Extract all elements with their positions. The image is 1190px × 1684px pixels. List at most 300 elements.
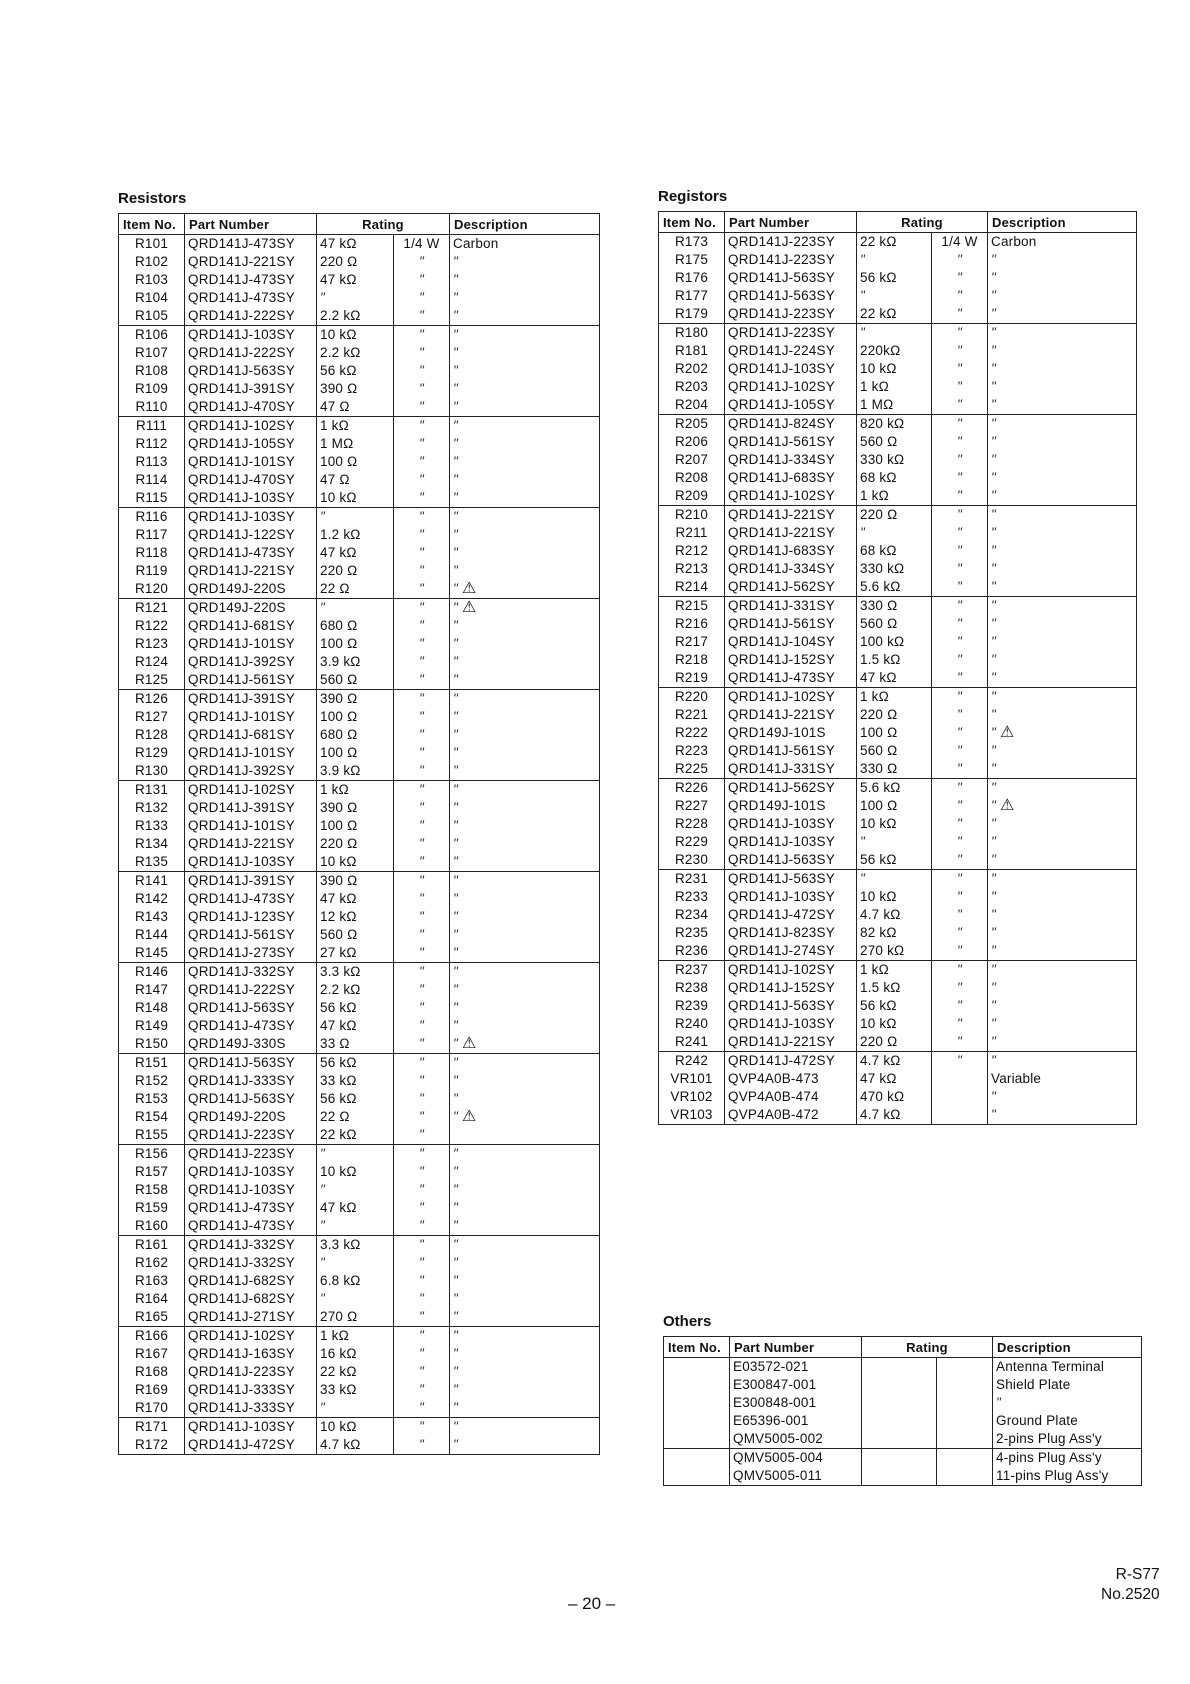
table-row <box>119 1035 600 1054</box>
rating-value-cell <box>317 853 394 872</box>
item-no-text: R180 <box>674 325 709 340</box>
item-no-text: R223 <box>674 743 709 758</box>
description-text: " <box>453 1309 458 1324</box>
rating-value-cell <box>857 1052 932 1071</box>
part-number-text: QRD141J-563SY <box>728 270 835 285</box>
part-number-text: QRD141J-473SY <box>188 545 295 560</box>
item-no-text: R175 <box>674 252 709 267</box>
description-cell <box>450 653 600 671</box>
part-number-text: QRD141J-473SY <box>188 236 295 251</box>
description-cell <box>450 1308 600 1327</box>
item-no-text: R229 <box>674 834 709 849</box>
item-no-text: R169 <box>134 1382 169 1397</box>
item-no-text: R101 <box>134 236 169 251</box>
item-no-header: Item No. <box>119 214 185 235</box>
description-text: " <box>453 745 458 760</box>
model-name: R-S77 <box>1115 1566 1160 1583</box>
rating-wattage-cell <box>932 542 988 560</box>
rating-value-cell <box>317 781 394 800</box>
rating-wattage-cell <box>932 706 988 724</box>
description-cell <box>988 779 1137 798</box>
item-no-cell <box>119 999 185 1017</box>
description-text: " <box>991 507 996 522</box>
part-number-cell <box>185 1436 317 1455</box>
part-number-cell <box>185 435 317 453</box>
description-text: " <box>453 909 458 924</box>
description-text: " <box>453 418 458 433</box>
description-cell <box>988 669 1137 688</box>
description-text: " <box>453 1364 458 1379</box>
part-number-text: QRD141J-223SY <box>188 1127 295 1142</box>
rating-value-text: 330 Ω <box>860 761 898 776</box>
table-row <box>659 779 1137 798</box>
description-cell <box>450 1181 600 1199</box>
item-no-cell <box>659 415 725 434</box>
rating-value-text: 560 Ω <box>860 616 898 631</box>
rating-value-cell <box>857 742 932 760</box>
part-number-cell <box>725 451 857 469</box>
rating-value-text: 47 kΩ <box>860 670 897 685</box>
rating-header: Rating <box>317 214 450 235</box>
part-number-cell <box>725 1088 857 1106</box>
part-number-text: QRD141J-152SY <box>728 980 835 995</box>
table-row <box>119 380 600 398</box>
rating-wattage-cell <box>932 961 988 980</box>
rating-wattage-text: " <box>957 579 962 594</box>
description-cell <box>988 615 1137 633</box>
description-cell <box>988 688 1137 707</box>
rating-wattage-cell <box>932 979 988 997</box>
part-number-cell <box>185 1272 317 1290</box>
rating-value-text: 12 kΩ <box>320 909 357 924</box>
table-row <box>659 942 1137 961</box>
description-cell <box>450 362 600 380</box>
part-number-text: QRD149J-220S <box>188 600 286 615</box>
rating-value-text: 1 MΩ <box>320 436 354 451</box>
part-number-cell <box>725 724 857 742</box>
rating-value-cell <box>857 469 932 487</box>
table-row <box>659 706 1137 724</box>
rating-value-text: " <box>860 834 865 849</box>
rating-wattage-cell <box>932 1106 988 1125</box>
item-no-text: R122 <box>134 618 169 633</box>
part-number-cell <box>730 1430 862 1449</box>
part-number-text: QRD141J-102SY <box>188 418 295 433</box>
part-number-cell <box>185 963 317 982</box>
rating-wattage-text: " <box>957 761 962 776</box>
rating-value-cell <box>317 999 394 1017</box>
item-no-cell <box>119 562 185 580</box>
rating-wattage-cell <box>932 797 988 815</box>
description-cell <box>450 453 600 471</box>
part-number-text: QRD141J-223SY <box>728 325 835 340</box>
rating-wattage-cell <box>394 362 450 380</box>
part-number-text: QRD149J-220S <box>188 1109 286 1124</box>
item-no-text: R110 <box>135 399 168 414</box>
part-number-text: QRD141J-563SY <box>188 363 295 378</box>
part-number-cell <box>725 324 857 343</box>
item-no-text: R127 <box>134 709 169 724</box>
part-number-cell <box>185 1181 317 1199</box>
description-cell <box>450 744 600 762</box>
rating-value-text: 2.2 kΩ <box>320 345 361 360</box>
resistors-title: Resistors <box>118 190 187 207</box>
part-number-text: QRD141J-221SY <box>728 507 835 522</box>
description-text: " <box>991 834 996 849</box>
item-no-text: R235 <box>674 925 709 940</box>
rating-wattage-text: " <box>419 1036 424 1051</box>
description-text: Shield Plate <box>996 1377 1071 1392</box>
part-number-text: QRD141J-561SY <box>728 616 835 631</box>
item-no-cell <box>119 853 185 872</box>
rating-value-text: 1.2 kΩ <box>320 527 361 542</box>
rating-wattage-text: " <box>957 470 962 485</box>
part-number-text: QRD141J-334SY <box>728 561 835 576</box>
description-text: " <box>991 1107 996 1122</box>
rating-value-text: 10 kΩ <box>320 327 357 342</box>
rating-value-text: 220 Ω <box>860 1034 898 1049</box>
rating-value-text: 6.8 kΩ <box>320 1273 361 1288</box>
rating-wattage-cell <box>394 307 450 326</box>
part-number-text: QRD141J-682SY <box>188 1291 295 1306</box>
part-number-cell <box>185 253 317 271</box>
item-no-text: R115 <box>135 490 168 505</box>
rating-wattage-cell <box>937 1412 993 1430</box>
rating-value-cell <box>857 269 932 287</box>
table-row <box>119 289 600 307</box>
rating-wattage-text: " <box>419 1073 424 1088</box>
item-no-text: R141 <box>134 873 169 888</box>
part-number-cell <box>725 342 857 360</box>
description-text: " <box>453 1182 458 1197</box>
rating-wattage-text: " <box>419 1364 424 1379</box>
part-number-text: QRD141J-473SY <box>188 290 295 305</box>
rating-value-text: 33 kΩ <box>320 1382 357 1397</box>
part-number-text: QRD141J-102SY <box>728 689 835 704</box>
rating-wattage-text: " <box>957 780 962 795</box>
item-no-cell <box>659 724 725 742</box>
rating-value-cell <box>317 799 394 817</box>
part-number-text: QRD141J-391SY <box>188 800 295 815</box>
part-number-cell <box>185 289 317 307</box>
part-number-cell <box>185 762 317 781</box>
rating-value-text: 220 Ω <box>320 254 358 269</box>
part-number-cell <box>185 1327 317 1346</box>
description-text: " <box>453 490 458 505</box>
rating-value-text: 16 kΩ <box>320 1346 357 1361</box>
item-no-cell <box>659 815 725 833</box>
rating-value-cell <box>317 872 394 891</box>
rating-wattage-cell <box>932 415 988 434</box>
description-cell <box>450 599 600 618</box>
rating-wattage-cell <box>394 1108 450 1126</box>
item-no-text: R202 <box>674 361 709 376</box>
rating-value-cell <box>317 708 394 726</box>
description-text: " <box>453 454 458 469</box>
rating-value-cell <box>857 815 932 833</box>
rating-value-text: 47 Ω <box>320 399 350 414</box>
description-cell <box>988 1088 1137 1106</box>
part-number-text: QRD141J-221SY <box>728 1034 835 1049</box>
item-no-cell <box>119 926 185 944</box>
rating-value-cell <box>857 706 932 724</box>
rating-wattage-text: " <box>419 1237 424 1252</box>
part-number-cell <box>725 396 857 415</box>
part-number-text: QRD141J-101SY <box>188 818 295 833</box>
rating-value-cell <box>317 690 394 709</box>
item-no-text: R203 <box>674 379 709 394</box>
rating-wattage-cell <box>932 305 988 324</box>
rating-value-cell <box>317 1017 394 1035</box>
rating-wattage-cell <box>394 453 450 471</box>
item-no-text: R170 <box>134 1400 169 1415</box>
rating-value-text: 22 kΩ <box>320 1127 357 1142</box>
rating-wattage-text: " <box>419 509 424 524</box>
rating-value-text: 10 kΩ <box>860 816 897 831</box>
part-number-cell <box>185 635 317 653</box>
part-number-cell <box>185 690 317 709</box>
description-cell <box>450 999 600 1017</box>
description-cell <box>988 506 1137 525</box>
rating-value-cell <box>857 961 932 980</box>
table-row <box>659 433 1137 451</box>
rating-value-cell <box>317 362 394 380</box>
description-cell <box>988 760 1137 779</box>
description-text: " <box>453 327 458 342</box>
part-number-text: QRD141J-102SY <box>728 962 835 977</box>
rating-wattage-text: " <box>419 1091 424 1106</box>
rating-value-cell <box>317 489 394 508</box>
part-number-text: QRD141J-334SY <box>728 452 835 467</box>
description-cell <box>450 1399 600 1418</box>
table-row <box>119 599 600 618</box>
rating-value-text: 680 Ω <box>320 618 358 633</box>
rating-value-cell <box>857 524 932 542</box>
part-number-text: QRD141J-222SY <box>188 345 295 360</box>
item-no-text: R214 <box>674 579 709 594</box>
description-text: " <box>453 472 458 487</box>
description-cell <box>450 544 600 562</box>
others-title: Others <box>663 1313 712 1330</box>
part-number-text: QRD141J-103SY <box>728 889 835 904</box>
part-number-cell <box>725 760 857 779</box>
table-row <box>119 981 600 999</box>
item-no-cell <box>659 597 725 616</box>
table-row <box>119 1145 600 1164</box>
part-number-cell <box>185 562 317 580</box>
table-row <box>659 906 1137 924</box>
part-number-cell <box>185 853 317 872</box>
part-number-cell <box>185 617 317 635</box>
rating-value-text: 1.5 kΩ <box>860 980 901 995</box>
rating-wattage-text: " <box>419 363 424 378</box>
rating-wattage-cell <box>932 1088 988 1106</box>
description-cell <box>450 471 600 489</box>
part-number-text: QRD141J-472SY <box>188 1437 295 1452</box>
part-number-cell <box>730 1412 862 1430</box>
rating-value-text: 68 kΩ <box>860 470 897 485</box>
item-no-text: R233 <box>674 889 709 904</box>
rating-wattage-cell <box>394 781 450 800</box>
description-text: " <box>453 854 458 869</box>
rating-wattage-text: 1/4 W <box>941 234 978 249</box>
rating-wattage-cell <box>394 1035 450 1054</box>
description-text: " <box>991 1089 996 1104</box>
part-number-text: QMV5005-011 <box>733 1468 823 1483</box>
rating-value-cell <box>317 1181 394 1199</box>
rating-wattage-text: " <box>957 306 962 321</box>
item-no-cell <box>119 963 185 982</box>
item-no-text: R132 <box>134 800 169 815</box>
rating-wattage-text: " <box>957 452 962 467</box>
description-text: " <box>991 434 996 449</box>
item-no-cell <box>119 362 185 380</box>
description-text: " <box>453 727 458 742</box>
description-cell <box>450 762 600 781</box>
item-no-text: R134 <box>134 836 169 851</box>
description-cell <box>988 942 1137 961</box>
description-text: " <box>991 980 996 995</box>
rating-value-text: 100 Ω <box>320 709 358 724</box>
item-no-text: R162 <box>134 1255 169 1270</box>
rating-value-text: " <box>860 325 865 340</box>
rating-wattage-text: " <box>957 689 962 704</box>
table-row <box>119 1418 600 1437</box>
rating-wattage-text: " <box>957 707 962 722</box>
rating-wattage-cell <box>932 433 988 451</box>
item-no-text: R133 <box>134 818 169 833</box>
rating-header: Rating <box>862 1337 993 1358</box>
description-cell <box>988 742 1137 760</box>
part-number-text: QRD141J-824SY <box>728 416 835 431</box>
rating-wattage-text: " <box>419 1164 424 1179</box>
description-cell <box>988 997 1137 1015</box>
item-no-cell <box>659 760 725 779</box>
item-no-cell <box>659 396 725 415</box>
rating-value-text: 100 Ω <box>320 818 358 833</box>
table-row <box>659 688 1137 707</box>
part-number-text: QRD141J-331SY <box>728 761 835 776</box>
description-cell <box>988 724 1137 742</box>
item-no-cell <box>119 908 185 926</box>
part-number-text: QRD141J-101SY <box>188 709 295 724</box>
rating-wattage-cell <box>932 669 988 688</box>
rating-value-cell <box>317 326 394 345</box>
description-cell <box>988 451 1137 469</box>
part-number-text: QRD141J-331SY <box>728 598 835 613</box>
rating-value-text: " <box>320 1400 325 1415</box>
part-number-text: QRD141J-333SY <box>188 1382 295 1397</box>
rating-value-text: 270 Ω <box>320 1309 358 1324</box>
table-row <box>119 580 600 599</box>
rating-value-cell <box>317 1035 394 1054</box>
item-no-text: R150 <box>134 1036 169 1051</box>
description-cell <box>450 580 600 599</box>
item-no-cell <box>659 233 725 252</box>
description-text: " <box>453 509 458 524</box>
rating-wattage-cell <box>932 888 988 906</box>
part-number-text: QRD141J-563SY <box>188 1091 295 1106</box>
part-number-text: QRD141J-105SY <box>728 397 835 412</box>
rating-wattage-cell <box>394 526 450 544</box>
description-cell <box>988 961 1137 980</box>
part-number-cell <box>185 1418 317 1437</box>
item-no-cell <box>659 924 725 942</box>
item-no-text: R176 <box>674 270 709 285</box>
table-row <box>659 1070 1137 1088</box>
item-no-cell <box>119 544 185 562</box>
table-row <box>659 833 1137 851</box>
rating-value-text: 10 kΩ <box>320 490 357 505</box>
rating-wattage-cell <box>394 1054 450 1073</box>
table-row <box>659 469 1137 487</box>
table-row <box>119 326 600 345</box>
description-text: " <box>453 1164 458 1179</box>
item-no-text: R105 <box>134 308 169 323</box>
item-no-text: R225 <box>674 761 709 776</box>
rating-wattage-text: " <box>957 1016 962 1031</box>
table-row <box>664 1467 1142 1486</box>
item-no-cell <box>659 1070 725 1088</box>
item-no-cell <box>119 690 185 709</box>
table-row <box>659 342 1137 360</box>
item-no-text: R222 <box>674 725 709 740</box>
item-no-cell <box>119 890 185 908</box>
part-number-text: QRD141J-563SY <box>188 1000 295 1015</box>
part-number-text: QRD141J-473SY <box>188 1200 295 1215</box>
rating-wattage-text: " <box>419 1218 424 1233</box>
rating-value-text: 10 kΩ <box>320 1419 357 1434</box>
item-no-cell <box>119 599 185 618</box>
part-number-cell <box>725 906 857 924</box>
item-no-cell <box>659 779 725 798</box>
part-number-cell <box>185 1345 317 1363</box>
rating-wattage-text: " <box>419 1382 424 1397</box>
part-number-cell <box>730 1376 862 1394</box>
description-cell <box>450 1145 600 1164</box>
table-row <box>659 287 1137 305</box>
part-number-cell <box>185 344 317 362</box>
description-cell <box>450 981 600 999</box>
rating-wattage-cell <box>932 324 988 343</box>
description-cell <box>450 726 600 744</box>
part-number-text: E65396-001 <box>733 1413 809 1428</box>
rating-value-cell <box>857 597 932 616</box>
part-number-cell <box>185 671 317 690</box>
item-no-text: R168 <box>134 1364 169 1379</box>
rating-value-text: 1.5 kΩ <box>860 652 901 667</box>
rating-wattage-text: " <box>957 634 962 649</box>
rating-value-text: 56 kΩ <box>320 1055 357 1070</box>
part-number-text: QRD141J-152SY <box>728 652 835 667</box>
part-number-text: QRD141J-221SY <box>188 254 295 269</box>
item-no-text: R220 <box>674 689 709 704</box>
description-cell <box>988 433 1137 451</box>
rating-wattage-cell <box>932 269 988 287</box>
rating-value-cell <box>862 1358 937 1377</box>
warning-triangle-icon: ⚠ <box>462 580 477 598</box>
rating-wattage-text: " <box>957 907 962 922</box>
description-text: " <box>453 545 458 560</box>
item-no-cell <box>119 398 185 417</box>
part-number-cell <box>730 1467 862 1486</box>
item-no-cell <box>119 1272 185 1290</box>
rating-value-text: 47 kΩ <box>320 545 357 560</box>
description-cell <box>988 324 1137 343</box>
rating-value-cell <box>317 289 394 307</box>
description-cell <box>450 1017 600 1035</box>
item-no-text: R165 <box>134 1309 169 1324</box>
